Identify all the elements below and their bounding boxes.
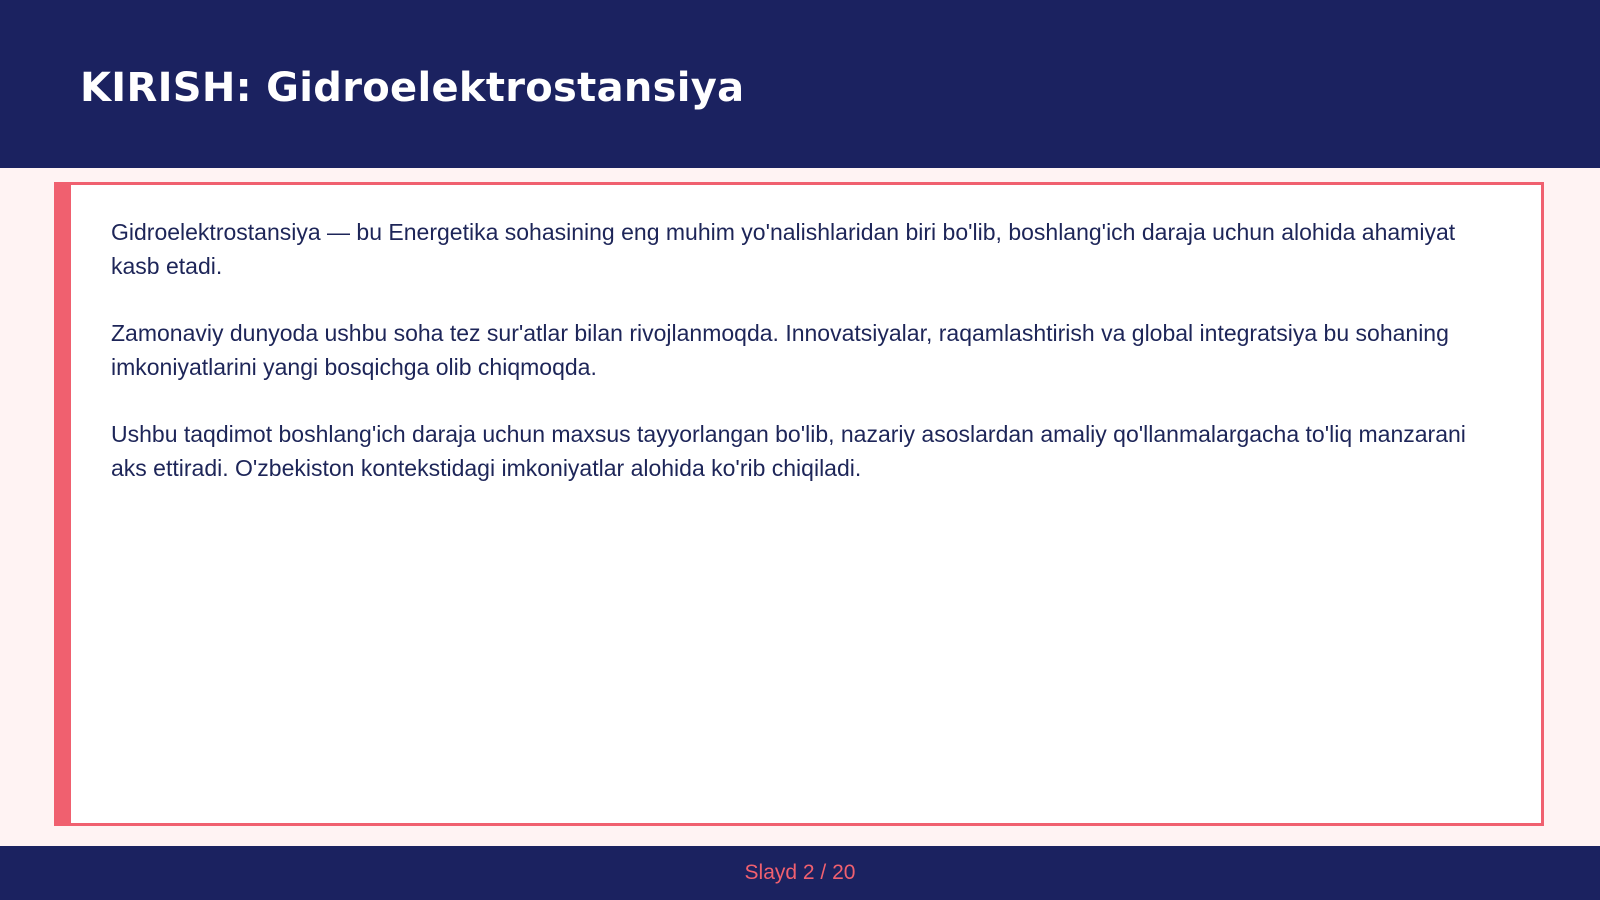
- modern-world-paragraph: Zamonaviy dunyoda ushbu soha tez sur'atlar bilan rivojlanmoqda. Innovatsiyalar, raqamlashtirish va global integratsiya bu sohaning imkoniyatlarini yangi bosqichga olib chiqmoqda.: [111, 320, 1449, 380]
- slide-counter: Slayd 2 / 20: [744, 861, 856, 884]
- content-card: [54, 182, 1544, 826]
- slide-footer: [0, 846, 1600, 900]
- slide-title: KIRISH: Gidroelektrostansiya: [80, 65, 745, 111]
- paragraph-list: [111, 215, 1491, 518]
- presentation-scope-paragraph: Ushbu taqdimot boshlang'ich daraja uchun maxsus tayyorlangan bo'lib, nazariy asoslardan amaliy qo'llanmalargacha to'liq manzarani aks ettiradi. O'zbekiston kontekstidagi imkoniyatlar alohida ko'rib chiqiladi.: [111, 421, 1466, 481]
- intro-paragraph: Gidroelektrostansiya — bu Energetika sohasining eng muhim yo'nalishlaridan biri bo'lib, boshlang'ich daraja uchun alohida ahamiyat kasb etadi.: [111, 219, 1456, 279]
- slide-header: [0, 0, 1600, 168]
